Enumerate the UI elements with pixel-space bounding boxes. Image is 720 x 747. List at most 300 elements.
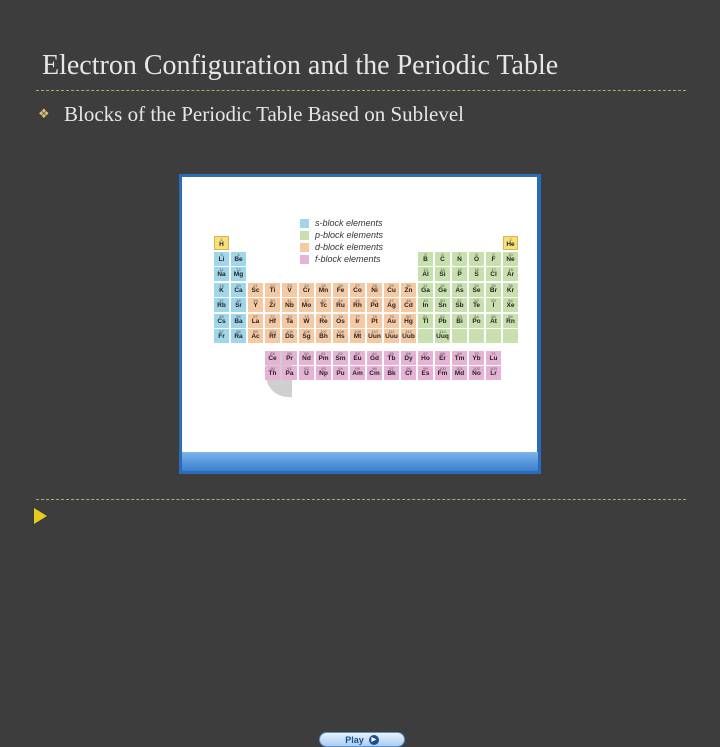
element-cell [350, 314, 365, 328]
element-cell [469, 283, 484, 297]
atomic-number: 41 [287, 298, 292, 303]
element-cell [316, 298, 331, 312]
element-symbol: P [457, 271, 462, 278]
element-symbol: Pa [285, 370, 294, 378]
atomic-number: 103 [490, 366, 497, 372]
element-symbol: Po [472, 317, 481, 325]
atomic-number: 24 [304, 282, 309, 288]
element-symbol: Pd [370, 302, 379, 309]
element-symbol: Mn [318, 286, 329, 294]
atomic-number: 22 [270, 282, 275, 288]
element-cell [367, 314, 382, 328]
element-cell [367, 298, 382, 312]
atomic-number: 86 [508, 313, 513, 319]
atomic-number: 87 [219, 329, 224, 334]
element-cell [316, 351, 331, 365]
element-cell [367, 329, 382, 343]
element-symbol: Dy [404, 354, 413, 362]
element-cell [486, 314, 501, 328]
element-cell [452, 252, 467, 266]
element-symbol: As [455, 286, 464, 294]
atomic-number: 34 [474, 282, 479, 288]
atomic-number: 53 [491, 298, 496, 303]
atomic-number: 39 [253, 298, 258, 303]
atomic-number: 50 [440, 298, 445, 303]
legend-item [300, 253, 383, 265]
element-symbol: Xe [506, 302, 515, 309]
atomic-number: 8 [475, 251, 478, 257]
element-symbol: Ge [438, 286, 447, 294]
atomic-number: 42 [304, 298, 309, 303]
atomic-number: 6 [441, 251, 444, 257]
element-symbol: Cs [217, 317, 226, 325]
atomic-number: 84 [474, 313, 479, 319]
element-symbol: Pu [336, 370, 345, 378]
element-symbol: Lr [490, 370, 497, 378]
element-cell [486, 267, 501, 281]
element-cell [418, 267, 433, 281]
element-cell [333, 351, 348, 365]
atomic-number: 31 [423, 282, 428, 288]
atomic-number: 28 [372, 282, 377, 288]
atomic-number: 92 [304, 366, 309, 372]
element-symbol: Fe [336, 286, 345, 294]
element-cell [401, 329, 416, 343]
periodic-table-player [179, 174, 541, 745]
element-symbol: B [423, 255, 428, 263]
element-symbol: Cu [387, 286, 396, 294]
element-symbol: Pb [438, 317, 447, 325]
element-symbol: Ne [506, 255, 515, 263]
element-symbol: Db [285, 333, 294, 340]
element-symbol: Mg [233, 271, 244, 278]
atomic-number: 114 [439, 329, 446, 334]
element-cell [503, 252, 518, 266]
element-cell [503, 267, 518, 281]
element-symbol: Mo [301, 302, 312, 309]
element-symbol: I [492, 302, 495, 309]
element-cell [299, 298, 314, 312]
element-cell [248, 329, 263, 343]
element-symbol: Ar [506, 271, 515, 278]
atomic-number: 52 [474, 298, 479, 303]
element-cell [282, 283, 297, 297]
legend-swatch [300, 231, 309, 240]
atomic-number: 69 [457, 350, 462, 356]
atomic-number: 46 [372, 298, 377, 303]
atomic-number: 109 [354, 329, 361, 334]
atomic-number: 2 [509, 237, 512, 242]
element-cell [469, 298, 484, 312]
atomic-number: 20 [236, 282, 241, 288]
element-cell [401, 314, 416, 328]
element-cell [469, 314, 484, 328]
atomic-number: 32 [440, 282, 445, 288]
atomic-number: 90 [270, 366, 275, 372]
atomic-number: 66 [406, 350, 411, 356]
atomic-number: 68 [440, 350, 445, 356]
atomic-number: 98 [406, 366, 411, 372]
atomic-number: 33 [457, 282, 462, 288]
atomic-number: 26 [338, 282, 343, 288]
element-cell [452, 329, 467, 343]
element-symbol: K [219, 286, 224, 294]
element-cell [435, 314, 450, 328]
element-cell [316, 329, 331, 343]
element-symbol: Pt [371, 317, 378, 325]
atomic-number: 112 [405, 329, 412, 334]
element-symbol: At [490, 317, 497, 325]
element-symbol: Re [319, 317, 328, 325]
element-symbol: Bi [456, 317, 463, 325]
element-cell [231, 298, 246, 312]
atomic-number: 55 [219, 313, 224, 319]
element-symbol: F [491, 255, 496, 263]
element-symbol: Ti [269, 286, 276, 294]
element-cell [350, 329, 365, 343]
atomic-number: 17 [491, 267, 496, 272]
element-symbol: Hs [336, 333, 345, 340]
element-cell [316, 283, 331, 297]
element-symbol: Tc [319, 302, 328, 309]
atomic-number: 7 [458, 251, 461, 257]
atomic-number: 36 [508, 282, 513, 288]
element-cell [333, 298, 348, 312]
atomic-number: 35 [491, 282, 496, 288]
play-label: Play [345, 734, 364, 745]
atomic-number: 70 [474, 350, 479, 356]
element-cell [503, 236, 518, 250]
atomic-number: 10 [508, 251, 513, 257]
element-symbol: H [219, 241, 224, 248]
element-symbol: Sr [235, 302, 242, 309]
element-cell [401, 283, 416, 297]
atomic-number: 78 [372, 313, 377, 319]
element-symbol: N [457, 255, 462, 263]
element-cell [282, 314, 297, 328]
element-cell [265, 351, 280, 365]
atomic-number: 30 [406, 282, 411, 288]
element-symbol: Hf [269, 317, 276, 325]
element-symbol: Zr [269, 302, 276, 309]
element-cell [282, 366, 297, 380]
atomic-number: 85 [491, 313, 496, 319]
element-cell [486, 366, 501, 380]
atomic-number: 95 [355, 366, 360, 372]
element-symbol: Sn [438, 302, 447, 309]
element-cell [486, 351, 501, 365]
element-cell [265, 366, 280, 380]
element-cell [367, 283, 382, 297]
atomic-number: 48 [406, 298, 411, 303]
atomic-number: 13 [423, 267, 428, 272]
element-cell [401, 298, 416, 312]
element-cell [469, 267, 484, 281]
element-cell [418, 298, 433, 312]
next-slide-arrow-icon[interactable] [34, 508, 47, 524]
element-symbol: Uuu [385, 333, 398, 340]
element-symbol: Sb [455, 302, 464, 309]
element-symbol: Ra [234, 333, 243, 340]
legend-item [300, 217, 383, 229]
atomic-number: 100 [439, 366, 446, 372]
element-symbol: Fr [218, 333, 225, 340]
element-cell [316, 366, 331, 380]
element-symbol: Lu [489, 354, 498, 362]
element-symbol: Eu [353, 354, 362, 362]
element-symbol: C [440, 255, 445, 263]
element-cell [418, 314, 433, 328]
element-cell [469, 351, 484, 365]
element-symbol: Rh [353, 302, 362, 309]
atomic-number: 37 [219, 298, 224, 303]
atomic-number: 45 [355, 298, 360, 303]
element-symbol: Ir [355, 317, 360, 325]
element-cell [265, 314, 280, 328]
slide-title: Electron Configuration and the Periodic Table [42, 50, 559, 81]
footer-divider [36, 499, 686, 500]
atomic-number: 21 [253, 282, 258, 288]
element-cell [435, 252, 450, 266]
atomic-number: 101 [456, 366, 463, 372]
atomic-number: 107 [320, 329, 327, 334]
element-cell [401, 351, 416, 365]
element-cell [435, 329, 450, 343]
legend-label: p-block elements [315, 230, 384, 240]
element-symbol: Fm [437, 370, 448, 378]
atomic-number: 105 [286, 329, 293, 334]
element-symbol: Gd [369, 354, 380, 362]
element-symbol: Th [268, 370, 277, 378]
atomic-number: 79 [389, 313, 394, 319]
legend-swatch [300, 243, 309, 252]
atomic-number: 67 [423, 350, 428, 356]
atomic-number: 97 [389, 366, 394, 372]
atomic-number: 65 [389, 350, 394, 356]
element-cell [350, 283, 365, 297]
legend-label: d-block elements [315, 242, 384, 252]
element-cell [384, 366, 399, 380]
element-cell [265, 329, 280, 343]
element-symbol: Md [454, 370, 465, 378]
element-symbol: Tl [422, 317, 429, 325]
element-symbol: No [472, 370, 481, 378]
legend-swatch [300, 219, 309, 228]
atomic-number: 104 [269, 329, 276, 334]
element-symbol: Kr [506, 286, 515, 294]
element-cell [384, 314, 399, 328]
element-symbol: Sc [251, 286, 260, 294]
element-cell [299, 351, 314, 365]
atomic-number: 59 [287, 350, 292, 356]
atomic-number: 64 [372, 350, 377, 356]
legend-item [300, 241, 383, 253]
atomic-number: 12 [236, 267, 241, 272]
atomic-number: 57 [253, 313, 258, 319]
bullet-text: Blocks of the Periodic Table Based on Sublevel [64, 102, 464, 126]
atomic-number: 27 [355, 282, 360, 288]
atomic-number: 71 [491, 350, 496, 356]
legend-label: s-block elements [315, 218, 383, 228]
element-symbol: S [474, 271, 479, 278]
atomic-number: 5 [424, 251, 427, 257]
element-cell [333, 366, 348, 380]
element-cell [333, 329, 348, 343]
element-symbol: In [422, 302, 429, 309]
element-cell [384, 298, 399, 312]
bullet-icon: ❖ [38, 107, 50, 122]
player-control-bar [182, 452, 538, 745]
atomic-number: 44 [338, 298, 343, 303]
element-symbol: Es [421, 370, 430, 378]
atomic-number: 16 [474, 267, 479, 272]
atomic-number: 15 [457, 267, 462, 272]
atomic-number: 96 [372, 366, 377, 372]
element-cell [214, 329, 229, 343]
atomic-number: 51 [457, 298, 462, 303]
atomic-number: 47 [389, 298, 394, 303]
element-symbol: Cf [405, 370, 412, 378]
atomic-number: 38 [236, 298, 241, 303]
periodic-table-canvas [182, 177, 537, 452]
element-symbol: Ga [421, 286, 430, 294]
element-symbol: Rb [217, 302, 226, 309]
atomic-number: 56 [236, 313, 241, 319]
element-cell [299, 329, 314, 343]
atomic-number: 14 [440, 267, 445, 272]
atomic-number: 111 [388, 329, 395, 334]
element-cell [350, 351, 365, 365]
atomic-number: 82 [440, 313, 445, 319]
element-symbol: Ag [387, 302, 396, 309]
element-symbol: Se [472, 286, 481, 294]
element-cell [231, 252, 246, 266]
element-symbol: Si [439, 271, 446, 278]
element-cell [214, 283, 229, 297]
element-cell [384, 351, 399, 365]
element-symbol: Cr [302, 286, 311, 294]
element-cell [503, 314, 518, 328]
element-symbol: Ni [371, 286, 378, 294]
atomic-number: 43 [321, 298, 326, 303]
element-cell [350, 298, 365, 312]
atomic-number: 19 [219, 282, 224, 288]
element-symbol: Te [472, 302, 481, 309]
element-symbol: Rf [269, 333, 276, 340]
element-symbol: Ce [268, 354, 277, 362]
atomic-number: 89 [253, 329, 258, 334]
element-symbol: Y [253, 302, 258, 309]
atomic-number: 94 [338, 366, 343, 372]
element-cell [452, 267, 467, 281]
element-cell [435, 351, 450, 365]
element-symbol: Tb [387, 354, 396, 362]
element-symbol: Cm [369, 370, 380, 378]
element-symbol: Ac [251, 333, 260, 340]
element-cell [452, 366, 467, 380]
element-symbol: Al [422, 271, 429, 278]
element-symbol: Bh [319, 333, 328, 340]
element-symbol: Pr [286, 354, 293, 362]
element-cell [299, 366, 314, 380]
element-cell [452, 351, 467, 365]
element-cell [452, 314, 467, 328]
element-symbol: Br [489, 286, 498, 294]
element-cell [214, 252, 229, 266]
title-divider [36, 90, 686, 91]
element-cell [486, 298, 501, 312]
element-cell [214, 267, 229, 281]
element-cell [265, 298, 280, 312]
element-symbol: La [251, 317, 260, 325]
element-cell [452, 298, 467, 312]
play-button[interactable] [319, 732, 405, 747]
element-cell [469, 329, 484, 343]
element-symbol: Am [352, 370, 363, 378]
atomic-number: 58 [270, 350, 275, 356]
element-symbol: Tm [454, 354, 465, 362]
element-cell [418, 329, 433, 343]
atomic-number: 23 [287, 282, 292, 288]
atomic-number: 61 [321, 350, 326, 356]
atomic-number: 88 [236, 329, 241, 334]
atomic-number: 73 [287, 313, 292, 319]
element-cell [282, 298, 297, 312]
atomic-number: 60 [304, 350, 309, 356]
atomic-number: 93 [321, 366, 326, 372]
element-cell [486, 283, 501, 297]
element-cell [469, 252, 484, 266]
legend-label: f-block elements [315, 254, 381, 264]
element-symbol: Na [217, 271, 226, 278]
legend-swatch [300, 255, 309, 264]
element-cell [503, 329, 518, 343]
element-cell [401, 366, 416, 380]
element-cell [333, 314, 348, 328]
element-cell [248, 283, 263, 297]
element-symbol: V [287, 286, 292, 294]
element-cell [282, 351, 297, 365]
atomic-number: 77 [355, 313, 360, 319]
atomic-number: 1 [220, 237, 223, 242]
element-cell [452, 283, 467, 297]
element-symbol: Ta [285, 317, 294, 325]
element-cell [231, 283, 246, 297]
element-symbol: W [303, 317, 310, 325]
element-cell [214, 298, 229, 312]
element-symbol: Yb [472, 354, 481, 362]
element-cell [435, 267, 450, 281]
element-symbol: Nb [285, 302, 294, 309]
element-cell [486, 252, 501, 266]
element-cell [367, 351, 382, 365]
element-symbol: Li [218, 255, 225, 263]
element-cell [214, 314, 229, 328]
atomic-number: 106 [303, 329, 310, 334]
element-symbol: Cl [490, 271, 497, 278]
element-symbol: He [506, 241, 515, 248]
element-symbol: Be [234, 255, 243, 263]
block-legend [300, 217, 383, 265]
atomic-number: 4 [237, 251, 240, 257]
atomic-number: 80 [406, 313, 411, 319]
element-cell [231, 267, 246, 281]
element-symbol: Nd [302, 354, 311, 362]
element-cell [214, 236, 229, 250]
bullet-item [38, 102, 464, 127]
atomic-number: 76 [338, 313, 343, 319]
element-cell [469, 366, 484, 380]
